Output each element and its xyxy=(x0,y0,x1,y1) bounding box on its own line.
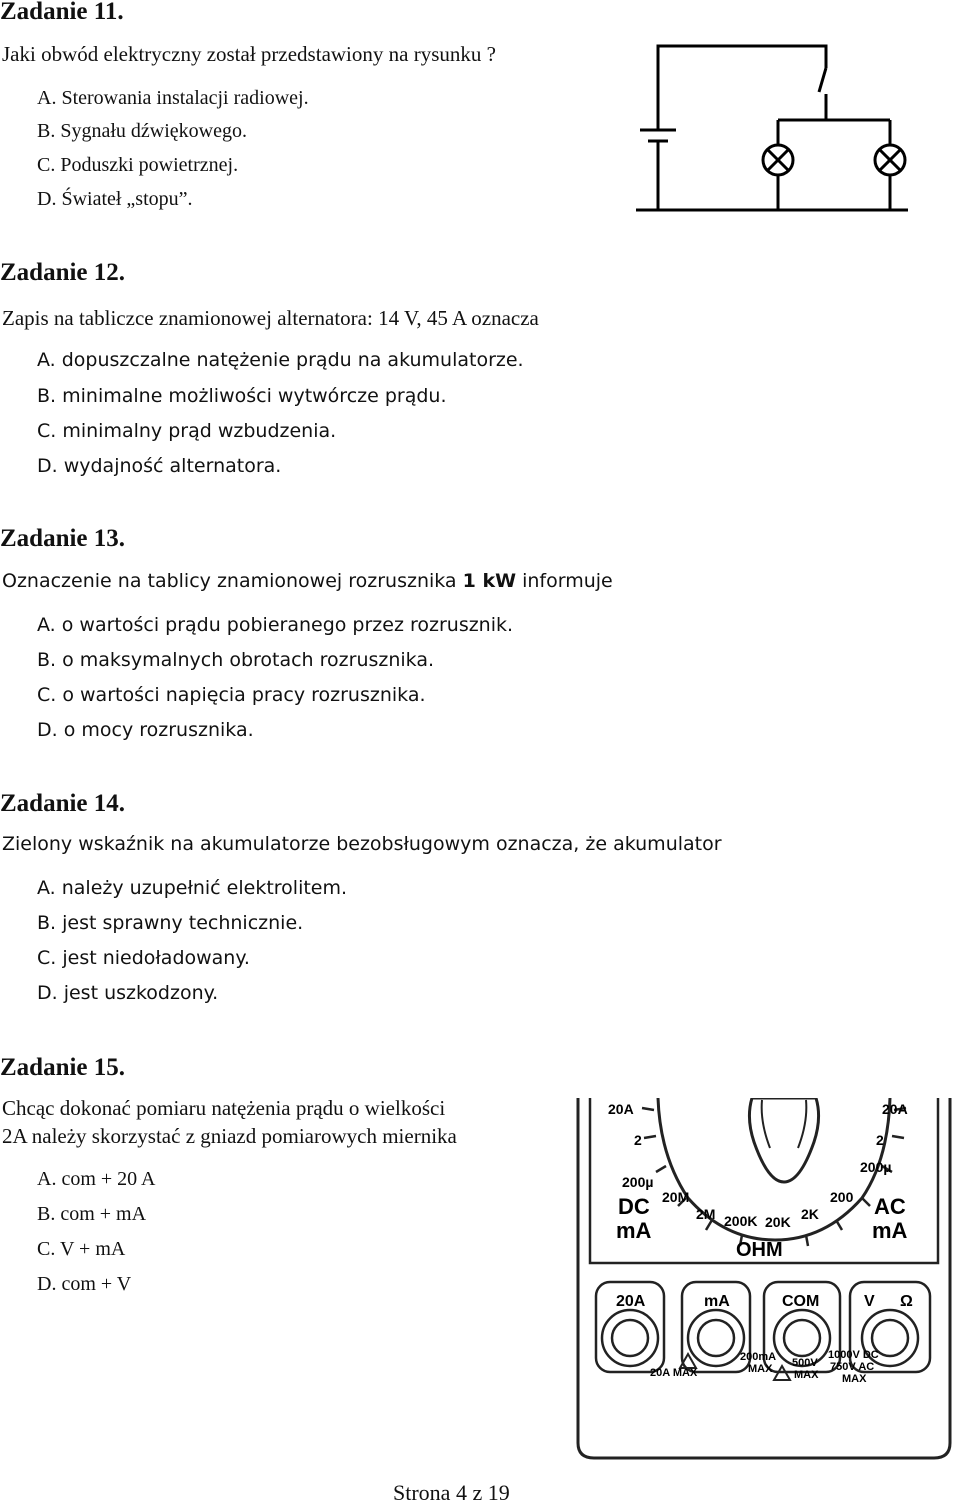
meter-label-dc-ma: mA xyxy=(616,1218,652,1243)
option-12-a: A. dopuszczalne natężenie prądu na akumulatorze. xyxy=(37,349,524,371)
meter-label-20k: 20K xyxy=(765,1214,791,1230)
heading-zadanie-13: Zadanie 13. xyxy=(0,525,126,552)
option-14-b: B. jest sprawny technicznie. xyxy=(37,912,304,934)
jack-label-com: COM xyxy=(782,1293,820,1310)
circuit-diagram xyxy=(630,40,910,220)
jack-label-ma: mA xyxy=(704,1293,730,1310)
meter-label-left-200u: 200µ xyxy=(622,1174,654,1190)
switch-lever xyxy=(819,68,826,92)
jack-label-v: V xyxy=(864,1293,875,1310)
meter-label-right-20a: 20A xyxy=(882,1101,908,1117)
option-11-d: D. Świateł „stopu”. xyxy=(37,188,193,210)
question-13 xyxy=(2,570,613,592)
meter-label-2m: 2M xyxy=(696,1206,716,1222)
option-13-c: C. o wartości napięcia pracy rozrusznika. xyxy=(37,684,426,706)
limit-750v-ac: 750V AC xyxy=(830,1361,875,1373)
meter-label-right-2: 2 xyxy=(876,1132,884,1148)
option-13-d: D. o mocy rozrusznika. xyxy=(37,719,254,741)
meter-label-ohm: OHM xyxy=(736,1239,783,1261)
heading-zadanie-11: Zadanie 11. xyxy=(0,0,124,25)
meter-label-ac-ma: mA xyxy=(872,1218,908,1243)
jack-label-omega: Ω xyxy=(900,1293,913,1310)
option-14-c: C. jest niedoładowany. xyxy=(37,947,250,969)
option-12-d: D. wydajność alternatora. xyxy=(37,455,282,477)
option-13-a: A. o wartości prądu pobieranego przez rozrusznik. xyxy=(37,614,514,636)
multimeter-illustration xyxy=(560,1098,960,1463)
question-11: Jaki obwód elektryczny został przedstawiony na rysunku ? xyxy=(2,42,496,66)
limit-200ma-max: MAX xyxy=(748,1363,773,1375)
option-11-a: A. Sterowania instalacji radiowej. xyxy=(37,87,309,109)
meter-label-2k: 2K xyxy=(801,1206,819,1222)
limit-500v-max: MAX xyxy=(794,1369,819,1381)
option-12-c: C. minimalny prąd wzbudzenia. xyxy=(37,420,337,442)
heading-zadanie-14: Zadanie 14. xyxy=(0,790,126,817)
question-15-line-2: 2A należy skorzystać z gniazd pomiarowych miernika xyxy=(2,1124,457,1148)
meter-label-200k: 200K xyxy=(724,1213,758,1229)
circuit-top-wire xyxy=(658,46,826,130)
limit-1000v-max: MAX xyxy=(842,1373,867,1385)
question-12: Zapis na tabliczce znamionowej alternatora: 14 V, 45 A oznacza xyxy=(2,306,539,330)
meter-label-left-20a: 20A xyxy=(608,1101,634,1117)
option-15-b: B. com + mA xyxy=(37,1203,147,1225)
jack-label-20a: 20A xyxy=(616,1293,646,1310)
option-12-b: B. minimalne możliwości wytwórcze prądu. xyxy=(37,385,447,407)
question-14: Zielony wskaźnik na akumulatorze bezobsługowym oznacza, że akumulator xyxy=(2,833,722,855)
meter-label-right-200u: 200µ xyxy=(860,1159,892,1175)
heading-zadanie-12: Zadanie 12. xyxy=(0,259,126,286)
option-14-d: D. jest uszkodzony. xyxy=(37,982,219,1004)
question-13-text: Oznaczenie na tablicy znamionowej rozrusznika xyxy=(2,570,463,592)
option-13-b: B. o maksymalnych obrotach rozrusznika. xyxy=(37,649,435,671)
question-13-text-end: informuje xyxy=(516,570,613,592)
limit-500v: 500V xyxy=(792,1357,818,1369)
question-13-unit: 1 kW xyxy=(462,570,517,592)
heading-zadanie-15: Zadanie 15. xyxy=(0,1054,126,1081)
page-number: Strona 4 z 19 xyxy=(393,1480,510,1505)
limit-20a-max: 20A MAX xyxy=(650,1367,698,1379)
limit-200ma: 200mA xyxy=(740,1351,777,1363)
option-14-a: A. należy uzupełnić elektrolitem. xyxy=(37,877,348,899)
option-15-c: C. V + mA xyxy=(37,1238,126,1260)
option-15-d: D. com + V xyxy=(37,1273,132,1295)
limit-1000v-dc: 1000V DC xyxy=(828,1349,879,1361)
question-15-line-1: Chcąc dokonać pomiaru natężenia prądu o wielkości xyxy=(2,1096,446,1120)
option-11-c: C. Poduszki powietrznej. xyxy=(37,154,239,176)
meter-label-dc: DC xyxy=(618,1194,650,1219)
meter-label-left-2: 2 xyxy=(634,1132,642,1148)
option-15-a: A. com + 20 A xyxy=(37,1168,156,1190)
meter-label-20m: 20M xyxy=(662,1189,690,1205)
meter-label-ac: AC xyxy=(874,1194,906,1219)
option-11-b: B. Sygnału dźwiękowego. xyxy=(37,120,247,142)
meter-label-200: 200 xyxy=(830,1189,854,1205)
meter-dial-pointer xyxy=(749,1098,818,1182)
